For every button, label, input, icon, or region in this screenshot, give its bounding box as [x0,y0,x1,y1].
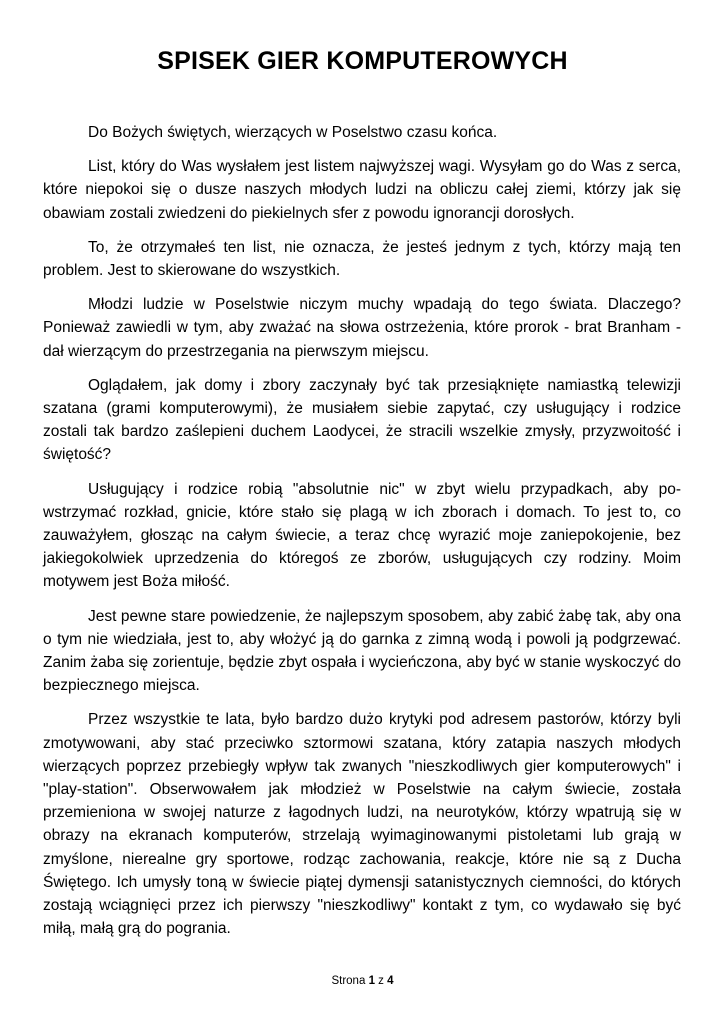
paragraph-5: Usługujący i rodzice robią "absolutnie nic" w zbyt wielu przypadkach, aby powstrzymać rozkład, gnicie, które stało się plagą w ich zborach i domach. To jest to, co zauważyłem, głosząc na całym świecie, a teraz chcę wyrazić moje zaniepokojenie, bez jakiegokolwiek uprzedzenia do któregoś ze zborów, usługujących czy rodziny. Moim motywem jest Boża miłość. [43,480,681,591]
page-label: Strona [331,975,366,987]
paragraph-2: To, że otrzymałeś ten list, nie oznacza, że jesteś jednym z tych, którzy mają ten problem. Jest to skierowane do wszystkich. [43,238,681,280]
document-body [43,121,681,952]
page-footer [0,973,725,989]
paragraph-1: List, który do Was wysłałem jest listem najwyższej wagi. Wysyłam go do Was z serca, które niepokoi się o dusze naszych młodych ludzi na obliczu całej ziemi, którzy jak się obawiam zostali zwiedzeni do piekielnych sfer z powodu ignorancji dorosłych. [43,158,681,222]
paragraph-7: Przez wszystkie te lata, było bardzo dużo krytyki pod adresem pastorów, którzy byli zmotywowani, aby stać przeciwko sztormowi szatana, który zatapia naszych młodych wierzących poprzez przebiegły wpływ tak zwanych "nieszkodliwych gier komputerowych" i "play-station". Obserwowałem jak młodzież w Poselstwie na całym świecie, została przemieniona w swojej naturze z łagodnych ludzi, na neurotyków, którzy wpatrują się w obrazy na ekranach komputerów, strzelają wyimaginowanymi pistoletami lub grają w zmyślone, nierealne gry sportowe, rodząc zachowania, reakcje, które nie są z Ducha Świętego. Ich umysły toną w świecie piątej dymensji satanistycznych ciemności, do których zostają wciągnięci przez ich pierwszy "nieszkodliwy" kontakt z tym, co wydawało się być miłą, małą grą do pogrania. [43,711,681,938]
paragraph-4: Oglądałem, jak domy i zbory zaczynały być tak przesiąknięte namiastką telewizji szatana (grami komputerowymi), że musiałem siebie zapytać, czy usługujący i rodzice zostali tak bardzo zaślepieni duchem Laodycei, że stracili wszelkie zmysły, przyzwoitość i świętość? [43,376,681,464]
document-title: SPISEK GIER KOMPUTEROWYCH [157,47,568,75]
paragraph-6: Jest pewne stare powiedzenie, że najlepszym sposobem, aby zabić żabę tak, aby ona o tym nie wiedziała, jest to, aby włożyć ją do garnka z zimną wodą i powoli ją podgrzewać. Zanim żaba się zorientuje, będzie zbyt ospała i wycieńczona, aby być w stanie wyskoczyć do bezpiecznego miejsca. [43,607,681,695]
current-page-number: 1 [368,975,375,987]
total-pages-number: 4 [387,975,394,987]
paragraph-greeting: Do Bożych świętych, wierzących w Poselstwo czasu końca. [88,124,498,141]
paragraph-3: Młodzi ludzie w Poselstwie niczym muchy wpadają do tego świata. Dlaczego? Ponieważ zawiedli w tym, aby zważać na słowa ostrzeżenia, które prorok - brat Branham - dał wierzącym do przestrzegania na pierwszym miejscu. [43,296,681,360]
page-separator: z [378,975,384,987]
